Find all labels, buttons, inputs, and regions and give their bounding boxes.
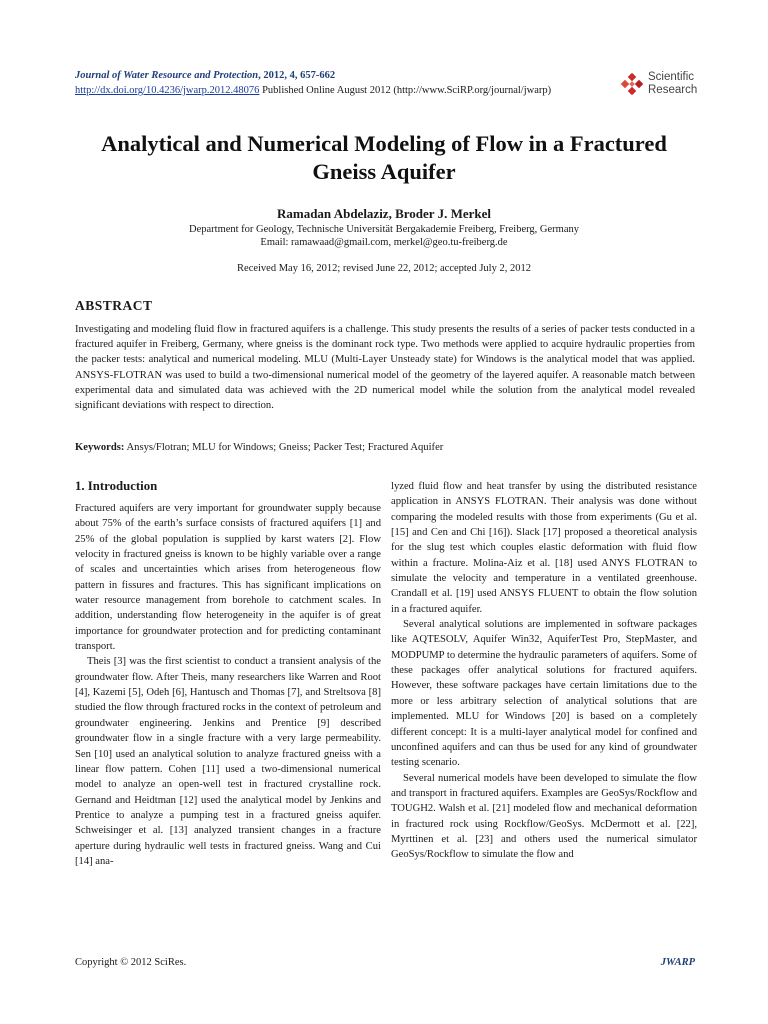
journal-abbreviation: JWARP	[660, 957, 695, 968]
paragraph: Several analytical solutions are implemented in software packages like AQTESOLV, Aquifer Win32, AquiferTest Pro, StepMaster, and MODPUMP to determine the hydraulic parameters of aquifers. Some of these packages offer analytical solutions for fractured aquifers. However, these software packages have certain limitations due to the more or less arbitrary selection of analytical solutions that are implemented. MLU for Windows [20] is based on a completely different concept: It is a multi-layer analytical model for confined and unconfined aquifers and can thus be used for any kind of groundwater testing scenario.	[391, 619, 697, 769]
journal-header	[75, 69, 698, 98]
right-column	[391, 479, 697, 863]
published-online: Published Online August 2012 (http://www.SciRP.org/journal/jwarp)	[259, 85, 552, 96]
authors: Ramadan Abdelaziz, Broder J. Merkel	[276, 206, 491, 221]
introduction-heading: 1. Introduction	[75, 479, 158, 493]
logo-line-2: Research	[648, 84, 698, 96]
keywords-label: Keywords:	[75, 442, 125, 453]
abstract-heading: ABSTRACT	[75, 298, 153, 313]
keywords	[75, 441, 695, 455]
keywords-list: Ansys/Flotran; MLU for Windows; Gneiss; Packer Test; Fractured Aquifer	[124, 442, 444, 453]
author-emails: Email: ramawaad@gmail.com, merkel@geo.tu-freiberg.de	[260, 237, 508, 248]
doi-link[interactable]: http://dx.doi.org/10.4236/jwarp.2012.48076	[75, 85, 260, 96]
received-dates: Received May 16, 2012; revised June 22, 2012; accepted July 2, 2012	[237, 263, 531, 274]
paper-title: Analytical and Numerical Modeling of Flow in a Fractured Gneiss Aquifer	[101, 131, 667, 184]
journal-citation	[75, 69, 695, 83]
paragraph: Fractured aquifers are very important for groundwater supply because about 75% of the earth’s surface consists of fractured aquifers [1] and 25% of the global population is supplied by karst waters [2]. Flow velocity in fractured gneiss is known to be highly variable over a range of scales and uncertainties which arises from heterogeneous flow pattern in fissures and fractures. This has significant implications on water resource management from borehole to catchment scales. In addition, understanding flow heterogeneity in the aquifer is of great importance for groundwater protection and for predicting contaminant transport.	[75, 503, 381, 653]
left-column	[75, 477, 381, 869]
journal-details: , 2012, 4, 657-662	[258, 70, 336, 81]
abstract-text: Investigating and modeling fluid flow in fractured aquifers is a challenge. This study presents the results of a series of packer tests conducted in a fractured aquifer in Freiberg, Germany, where gneiss is the dominant rock type. Two methods were applied to acquire hydraulic properties from the packer tests: analytical and numerical modeling. MLU (Multi-Layer Unsteady state) for Windows is the analytical model that was applied. ANSYS-FLOTRAN was used to build a two-dimensional numerical model of the geometry of the layered aquifer. A reasonable match between experimental data and simulated data was achieved with the 2D numerical model while the solution from the analytical model revealed significant deviations with respect to direction.	[75, 324, 695, 412]
affiliation: Department for Geology, Technische Universität Bergakademie Freiberg, Freiberg, Germany	[189, 224, 579, 235]
doi-line	[75, 83, 698, 98]
copyright: Copyright © 2012 SciRes.	[75, 957, 187, 968]
paragraph: lyzed fluid flow and heat transfer by using the distributed resistance application in ANSYS FLOTRAN. Their analysis was done without comparing the modeled results with those from experiments (Gu et al. [15] and Cen and Chi [16]). Slack [17] proposed a theoretical analysis for the slug test which couples elastic deformation with fluid flow within a fracture. Molina-Aiz et al. [18] used ANYS FLOTRAN to simulate the velocity and temperature in a ventilated greenhouse. Crandall et al. [19] used ANSYS FLUENT to obtain the flow solution in a fractured aquifer.	[391, 481, 697, 615]
logo-line-1: Scientific	[648, 71, 695, 83]
scirp-logo-icon	[621, 73, 643, 95]
paragraph: Several numerical models have been developed to simulate the flow and transport in fractured aquifers. Examples are GeoSys/Rockflow and TOUGH2. Walsh et al. [21] modeled flow and mechanical deformation in fractured rock using Rockflow/GeoSys. McDermott et al. [22], Myrttinen et al. [23] and others used the numerical simulator GeoSys/Rockflow to simulate the flow and	[391, 772, 697, 861]
scientific-research-logo	[621, 71, 701, 101]
journal-name: Journal of Water Resource and Protection	[75, 70, 259, 81]
logo-text	[648, 71, 697, 97]
paragraph: Theis [3] was the first scientist to conduct a transient analysis of the groundwater flow. After Theis, many researchers like Warren and Root [4], Kazemi [5], Odeh [6], Hantusch and Thomas [7], and Streltsova [8] studied the flow through fractured rocks in the context of petroleum and groundwater engineering. Jenkins and Prentice [9] described groundwater flow in a single fracture with a very large permeability. Sen [10] used an analytical solution to analyze fractured gneiss with a linear flow pattern. Cohen [11] used a two-dimensional numerical model to analyze an open-well test in fractured crystalline rock. Gernand and Heidtman [12] used the analytical model by Jenkins and Prentice to analyze a pumping test in a fractured gneiss aquifer. Schweisinger et al. [13] analyzed transient changes in a fracture aperture during hydraulic well tests in fractured gneiss. Wang and Cui [14] ana-	[75, 656, 381, 867]
